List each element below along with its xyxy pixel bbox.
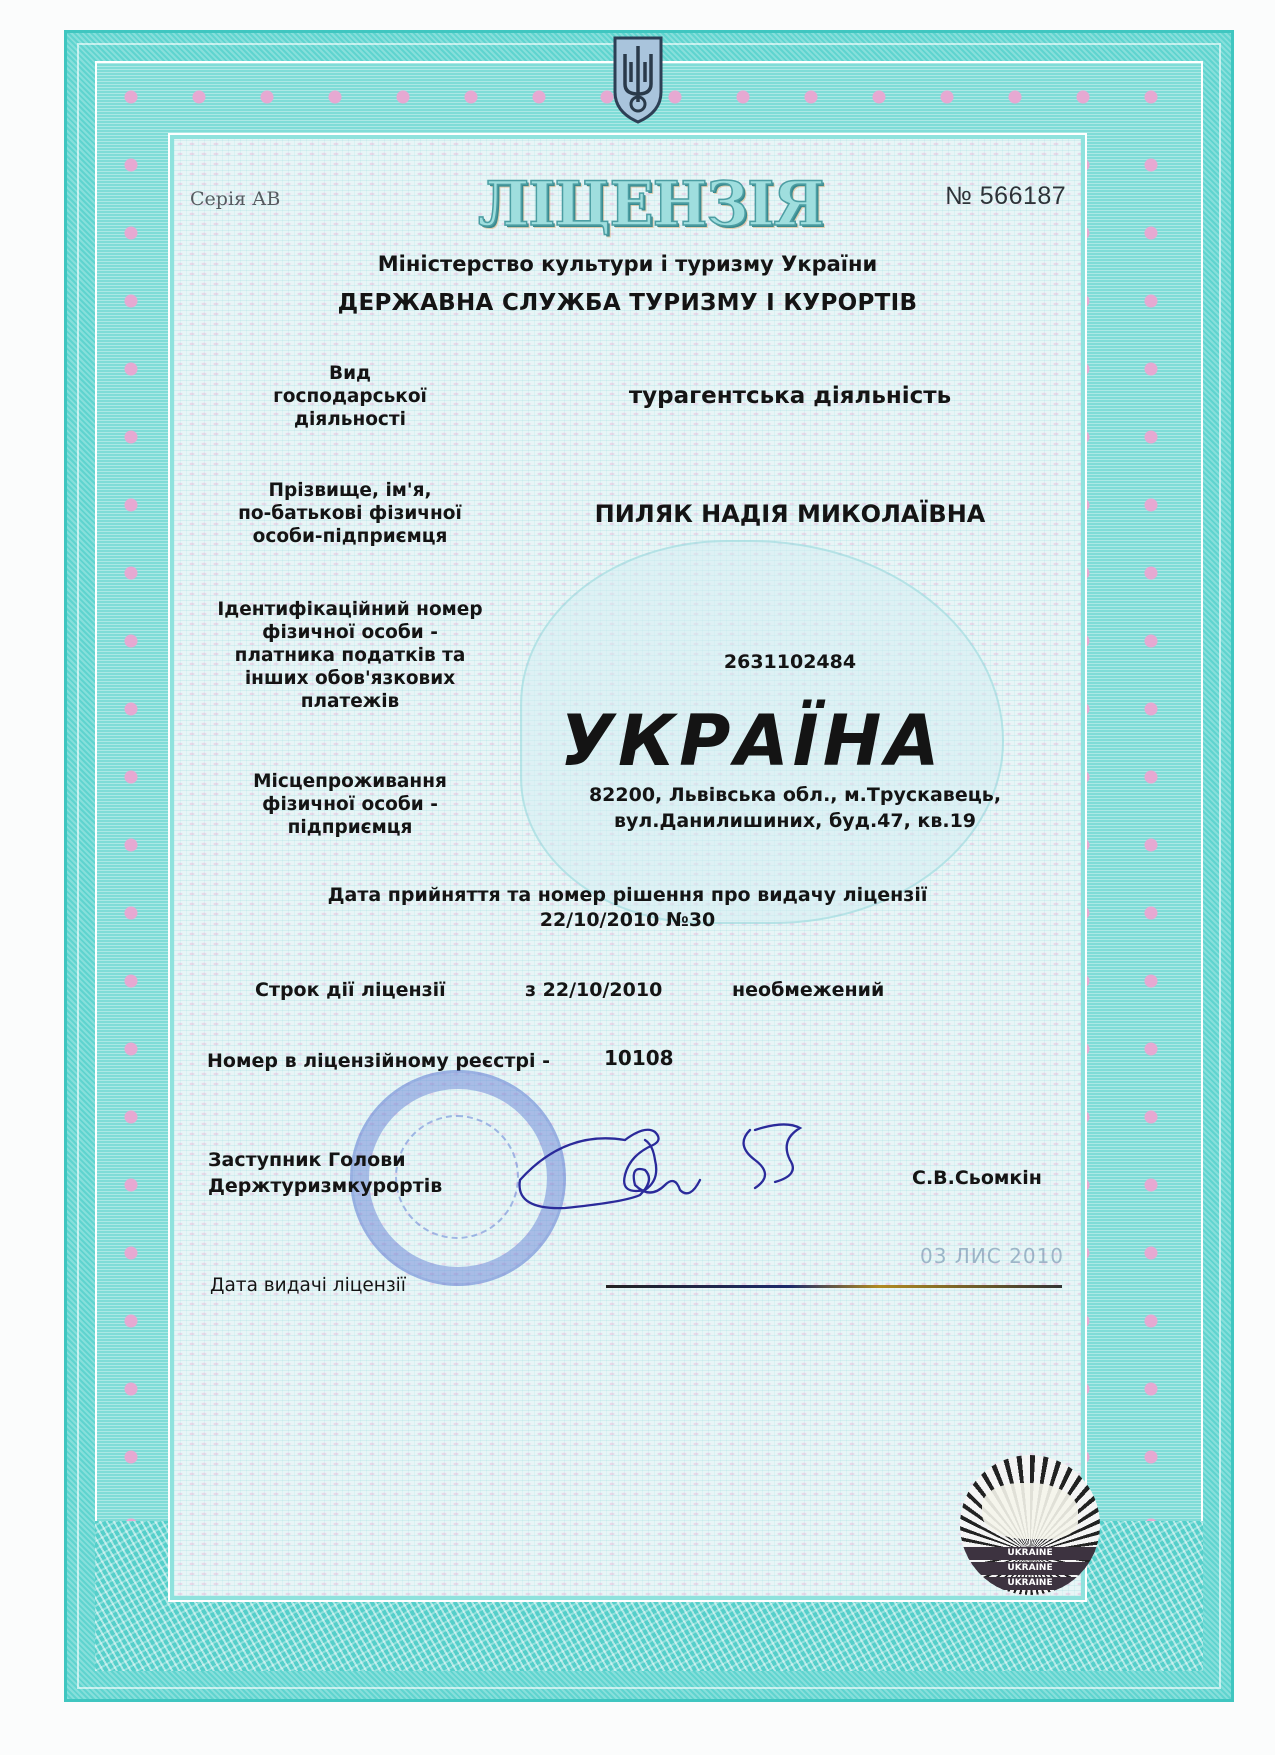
- issuer-name: ДЕРЖАВНА СЛУЖБА ТУРИЗМУ І КУРОРТІВ: [337, 290, 918, 316]
- activity-type-label: Вид господарської діяльності: [273, 363, 427, 430]
- activity-type-value: турагентська діяльність: [628, 383, 952, 409]
- validity-from: з 22/10/2010: [525, 979, 663, 1001]
- validity-term: необмежений: [732, 979, 885, 1001]
- validity-label: Строк дії ліцензії: [255, 979, 446, 1001]
- issue-date-label: Дата видачі ліцензії: [210, 1275, 406, 1296]
- document-title: ЛІЦЕНЗІЯ: [478, 168, 824, 240]
- tax-id-value: 2631102484: [723, 651, 857, 673]
- registry-label: Номер в ліцензійному реєстрі -: [207, 1050, 550, 1072]
- license-series: Серія АВ: [190, 188, 281, 210]
- watermark-text: УКРАЇНА: [560, 700, 944, 782]
- hologram-seal: [960, 1455, 1100, 1595]
- tax-id-label: Ідентифікаційний номер фізичної особи - платника податків та інших обов'язкових платежів: [217, 599, 483, 712]
- signatory-position: Заступник Голови Держтуризмкурортів: [208, 1149, 443, 1197]
- hologram-map: [982, 1483, 1078, 1539]
- hologram-band: UKRAINE: [960, 1562, 1100, 1575]
- decision-label: Дата прийняття та номер рішення про видачу ліцензії: [327, 884, 928, 906]
- residence-value: 82200, Львівська обл., м.Трускавець, вул.Данилишиних, буд.47, кв.19: [588, 784, 1002, 832]
- registry-number: 10108: [604, 1046, 674, 1070]
- issue-date-line: [606, 1285, 1062, 1288]
- signature: [505, 1110, 865, 1220]
- hologram-band: UKRAINE: [960, 1547, 1100, 1560]
- issue-date-stamp: 03 ЛИС 2010: [920, 1244, 1065, 1268]
- ministry-name: Міністерство культури і туризму України: [377, 252, 878, 276]
- residence-label: Місцепроживання фізичної особи - підприємця: [253, 771, 447, 838]
- signatory-name: С.В.Сьомкін: [912, 1167, 1042, 1189]
- full-name-label: Прізвище, ім'я, по-батькові фізичної особи-підприємця: [238, 480, 462, 547]
- decision-value: 22/10/2010 №30: [539, 909, 716, 931]
- coat-of-arms-icon: [611, 32, 665, 124]
- hologram-band: UKRAINE: [960, 1577, 1100, 1590]
- license-number: № 566187: [945, 182, 1067, 210]
- full-name-value: ПИЛЯК НАДІЯ МИКОЛАЇВНА: [594, 500, 986, 528]
